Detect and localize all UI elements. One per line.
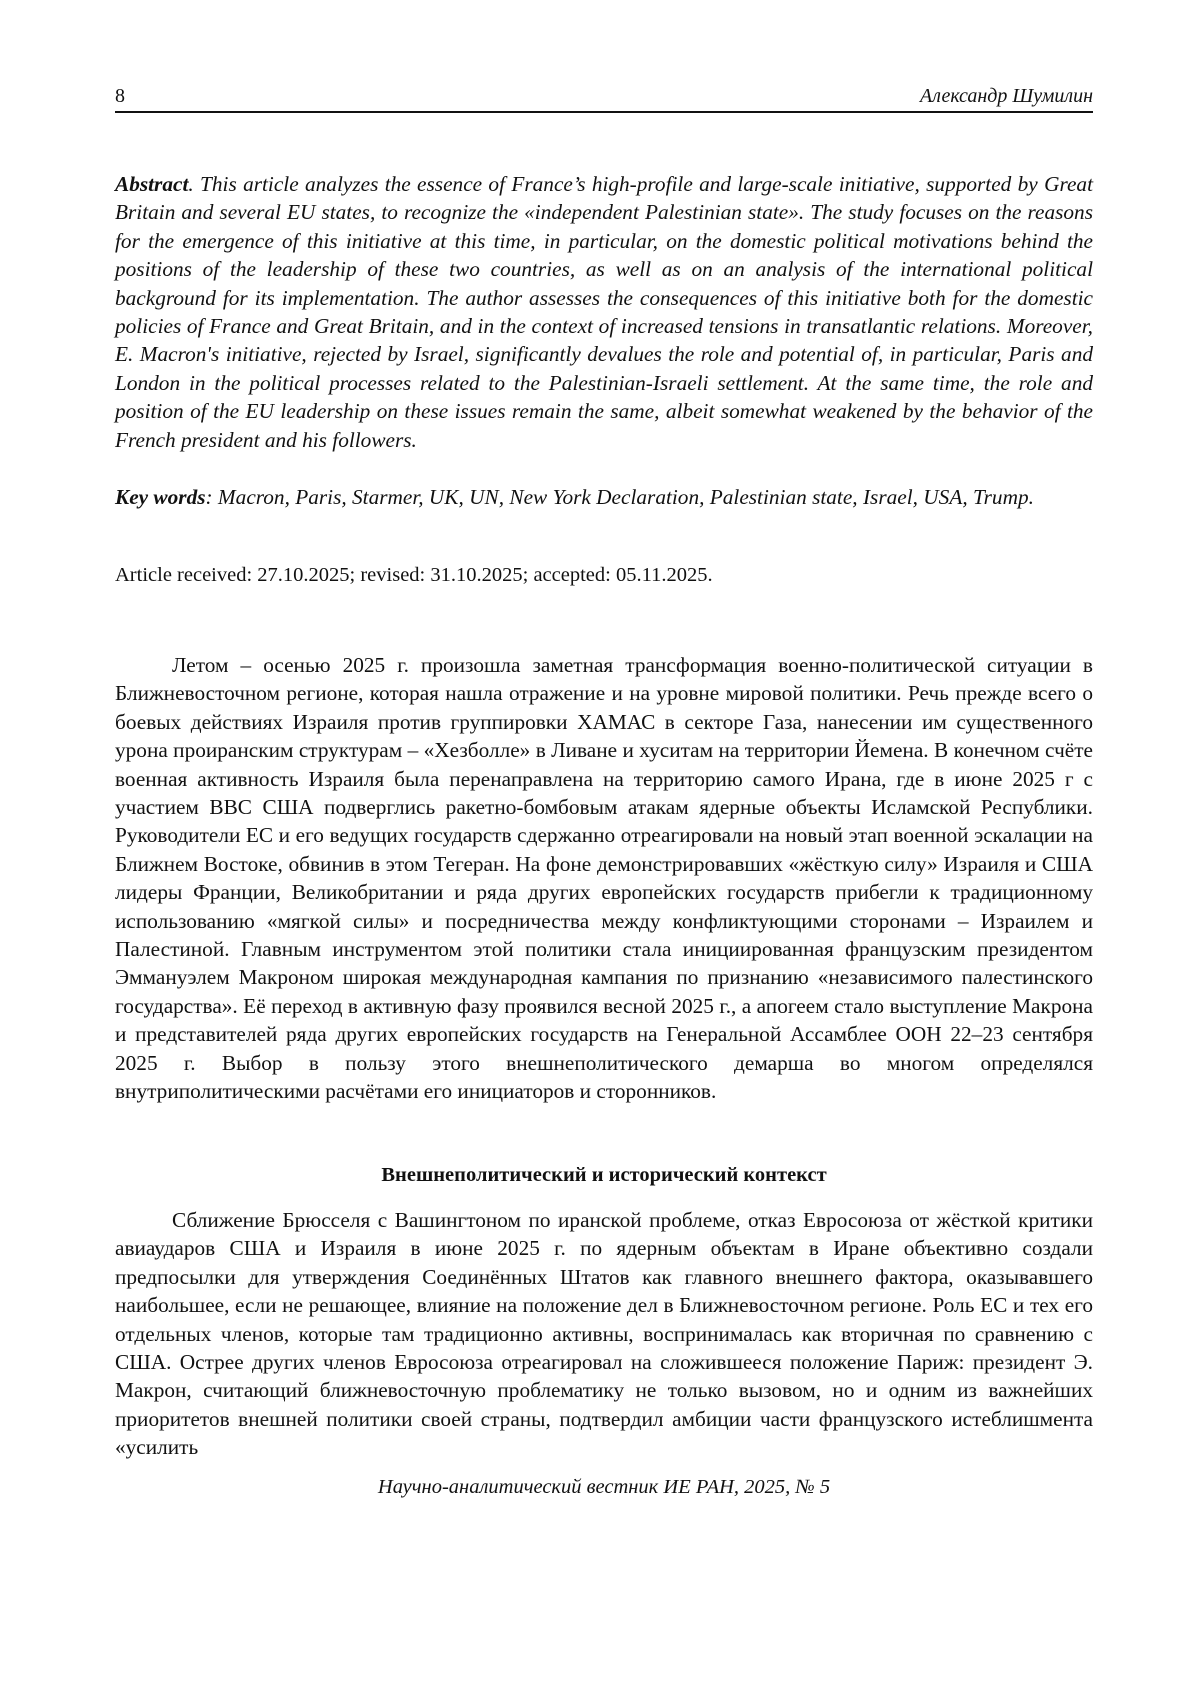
- page-number: 8: [115, 85, 125, 107]
- journal-footer: Научно-аналитический вестник ИЕ РАН, 2025, № 5: [377, 1476, 831, 1498]
- keywords-text: : Macron, Paris, Starmer, UK, UN, New York Declaration, Palestinian state, Israel, USA, Trump.: [205, 485, 1034, 509]
- keywords: [115, 483, 1093, 511]
- abstract: [115, 170, 1093, 454]
- running-header: [115, 83, 1093, 113]
- abstract-label: Abstract: [115, 172, 189, 196]
- keywords-label: Key words: [115, 485, 206, 509]
- section-heading: Внешнеполитический и исторический контекст: [381, 1164, 827, 1186]
- running-author: Александр Шумилин: [920, 85, 1093, 107]
- body-paragraph: Летом – осенью 2025 г. произошла заметная трансформация военно-политической ситуации в Ближневосточном регионе, которая нашла отражение и на уровне мировой политики. Речь прежде всего о боевых действиях Израиля против группировки ХАМАС в секторе Газа, нанесении им существенного урона проиранским структурам – «Хезболле» в Ливане и хуситам на территории Йемена. В конечном счёте военная активность Израиля была перенаправлена на территорию самого Ирана, где в июне 2025 г с участием ВВС США подверглись ракетно-бомбовым атакам ядерные объекты Исламской Республики. Руководители ЕС и его ведущих государств сдержанно отреагировали на новый этап военной эскалации на Ближнем Востоке, обвинив в этом Тегеран. На фоне демонстрировавших «жёсткую силу» Израиля и США лидеры Франции, Великобритании и ряда других европейских государств прибегли к традиционному использованию «мягкой силы» и посредничества между конфликтующими сторонами – Израилем и Палестиной. Главным инструментом этой политики стала инициированная французским президентом Эммануэлем Макроном широкая международная кампания по признанию «независимого палестинского государства». Её переход в активную фазу проявился весной 2025 г., а апогеем стало выступление Макрона и представителей ряда других европейских государств на Генеральной Ассамблее ООН 22–23 сентября 2025 г. Выбор в пользу этого внешнеполитического демарша во многом определялся внутриполитическими расчётами его инициаторов и сторонников.: [115, 653, 1093, 1104]
- article-dates: Article received: 27.10.2025; revised: 31.10.2025; accepted: 05.11.2025.: [115, 564, 713, 586]
- body-paragraph: Сближение Брюсселя с Вашингтоном по иранской проблеме, отказ Евросоюза от жёсткой критики авиаударов США и Израиля в июне 2025 г. по ядерным объектам в Иране объективно создали предпосылки для утверждения Соединённых Штатов как главного внешнего фактора, оказывавшего наибольшее, если не решающее, влияние на положение дел в Ближневосточном регионе. Роль ЕС и тех его отдельных членов, которые там традиционно активны, воспринималась как вторичная по сравнению с США. Острее других членов Евросоюза отреагировал на сложившееся положение Париж: президент Э. Макрон, считающий ближневосточную проблематику не только вызовом, но и одним из важнейших приоритетов внешней политики своей страны, подтвердил амбиции части французского истеблишмента «усилить: [115, 1208, 1093, 1460]
- abstract-text: . This article analyzes the essence of France’s high-profile and large-scale initiative, supported by Great Britain and several EU states, to recognize the «independent Palestinian state». The study focuses on the reasons for the emergence of this initiative at this time, in particular, on the domestic political motivations behind the positions of the leadership of these two countries, as well as on an analysis of the international political background for its implementation. The author assesses the consequences of this initiative both for the domestic policies of France and Great Britain, and in the context of increased tensions in transatlantic relations. Moreover, E. Macron's initiative, rejected by Israel, significantly devalues the role and potential of, in particular, Paris and London in the political processes related to the Palestinian-Israeli settlement. At the same time, the role and position of the EU leadership on these issues remain the same, albeit somewhat weakened by the behavior of the French president and his followers.: [115, 172, 1093, 452]
